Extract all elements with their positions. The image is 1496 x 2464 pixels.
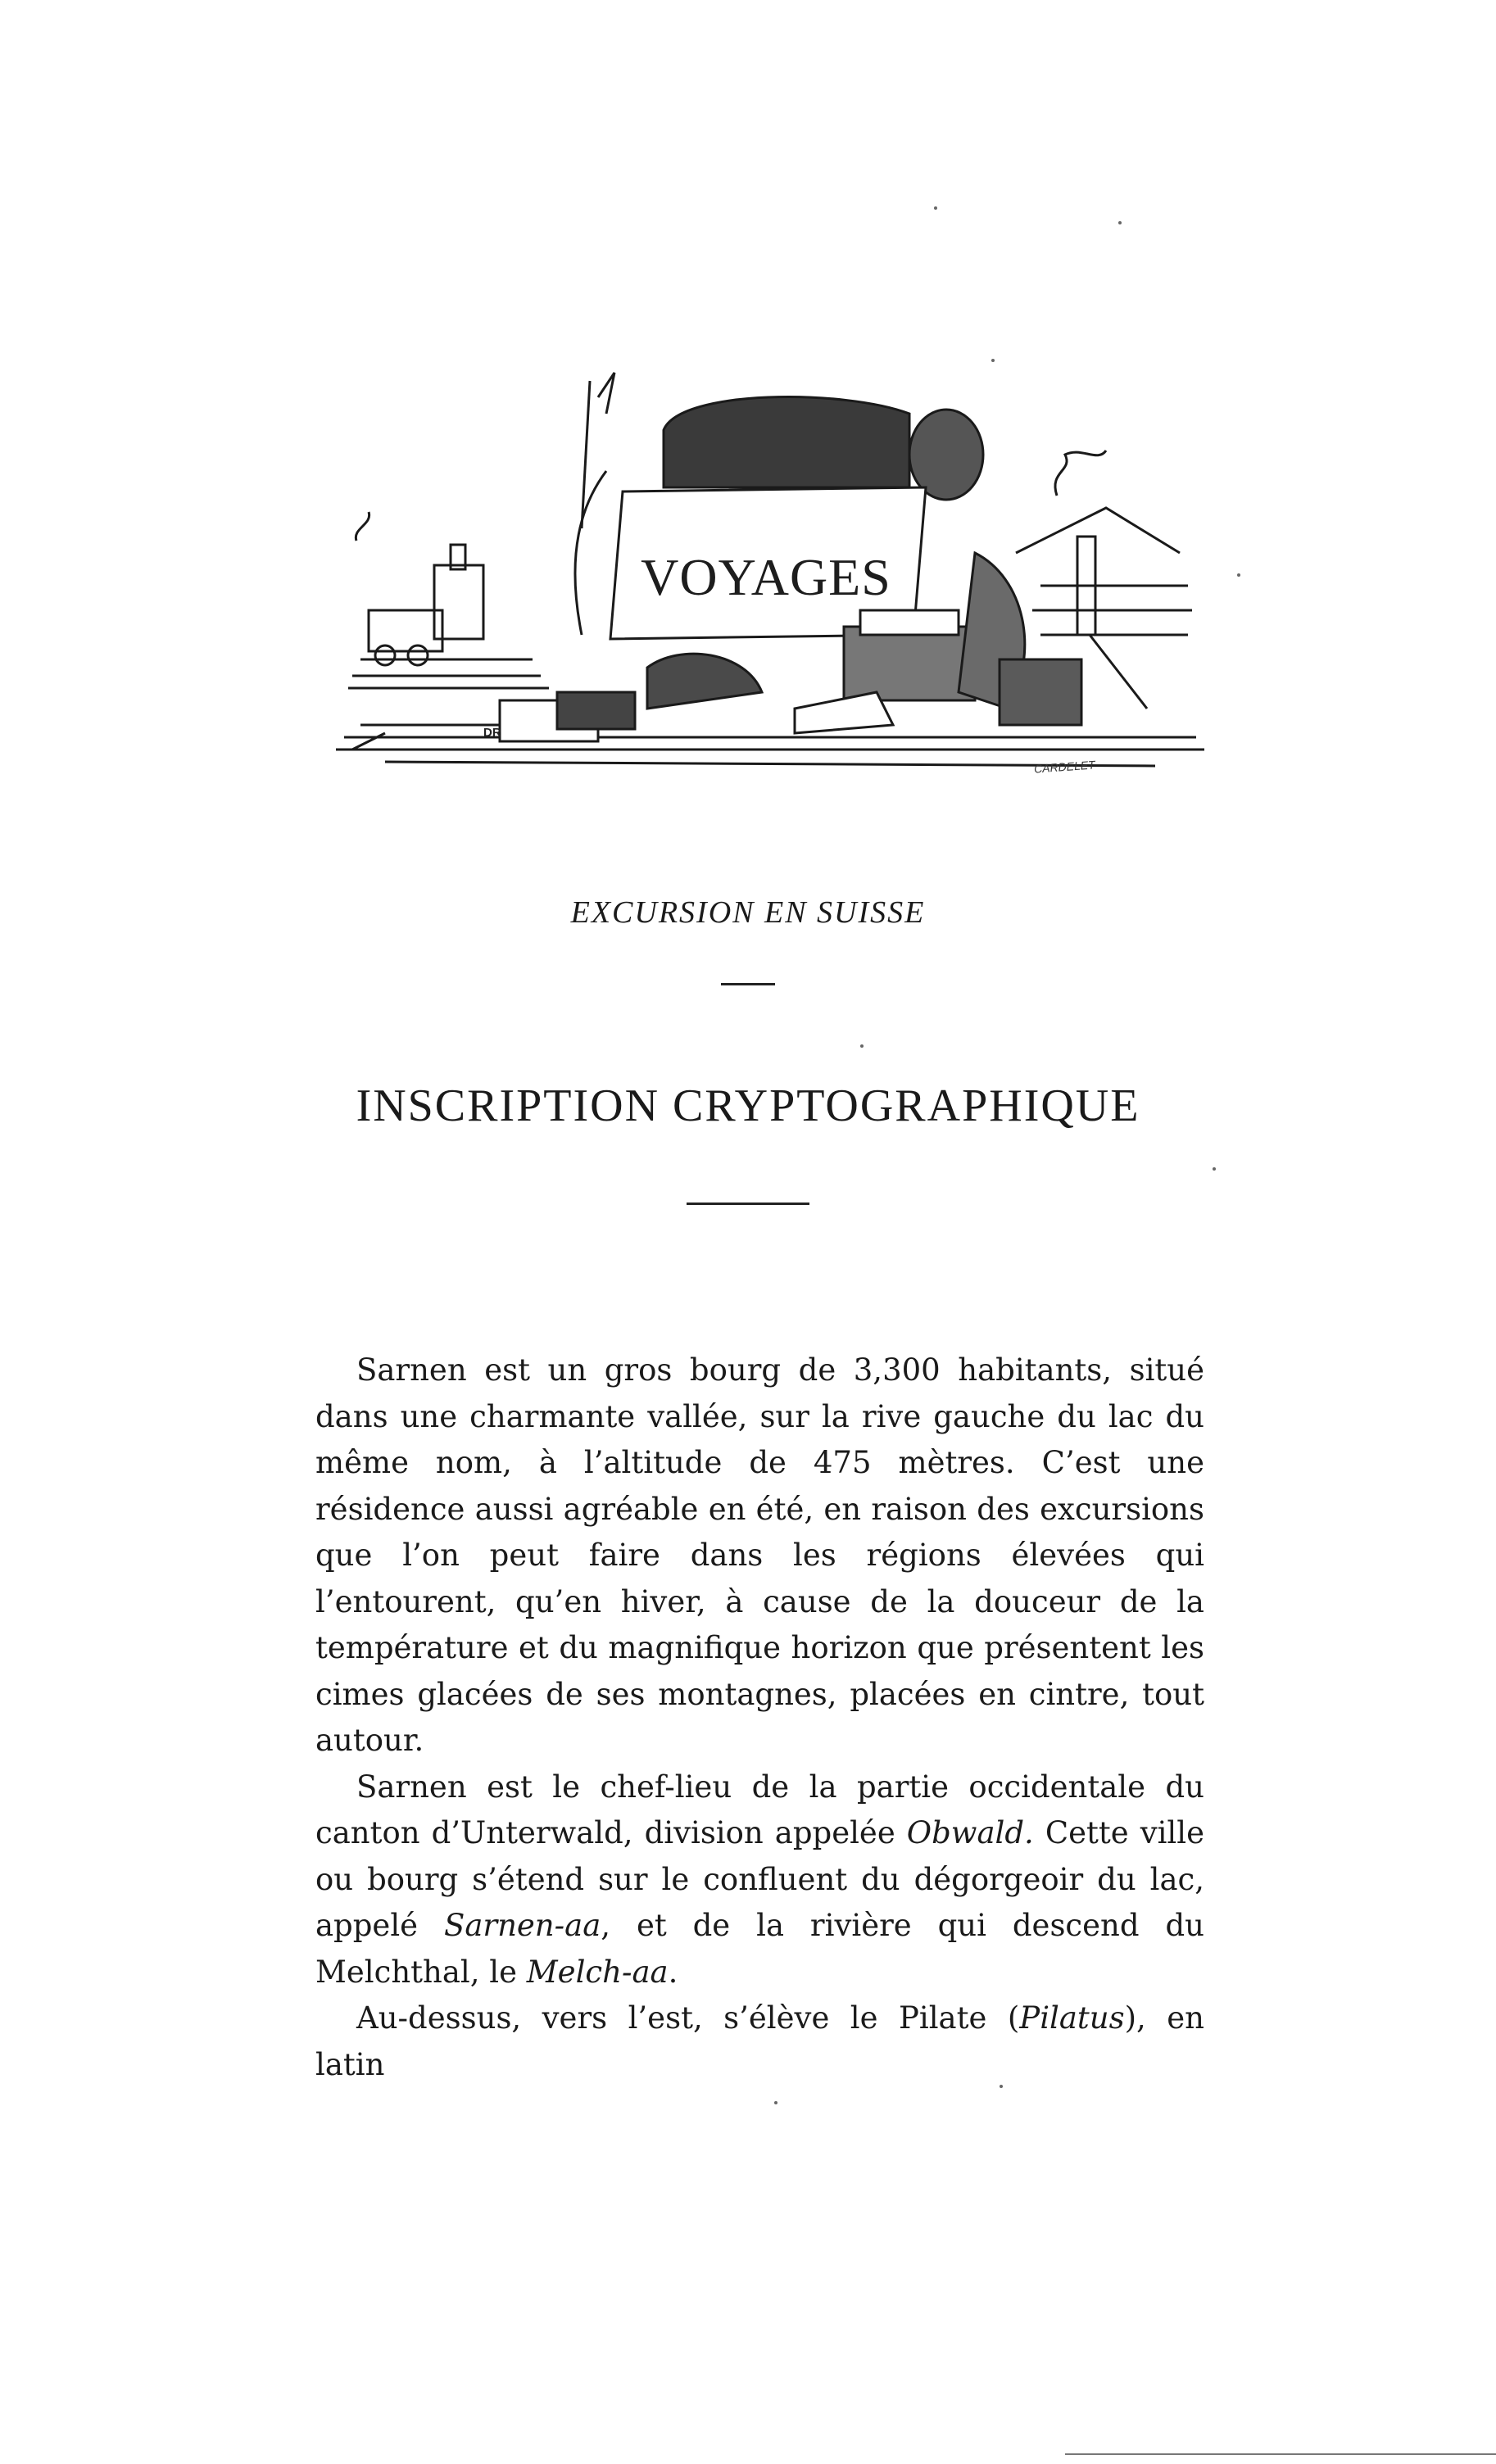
paragraph-2-text-d: . xyxy=(668,1954,678,1990)
body-text xyxy=(315,1348,1204,2088)
short-divider xyxy=(721,983,775,985)
paragraph-2-text-b: Cette ville ou bourg s’étend sur le confluent du dégorgeoir du lac, appelé xyxy=(315,1815,1204,1943)
term-pilatus: Pilatus xyxy=(1019,2000,1125,2036)
scan-speck xyxy=(1000,2085,1003,2088)
paragraph-3 xyxy=(315,1995,1204,2088)
scan-speck xyxy=(774,2101,777,2104)
paragraph-2-text-a: Sarnen est le chef-lieu de la partie occidentale du canton d’Unterwald, division appelée xyxy=(315,1769,1204,1850)
scan-speck xyxy=(860,1044,864,1048)
engraver-signature: CARDELET xyxy=(1033,758,1096,776)
paragraph-2-text-c: , et de la rivière qui descend du Melchthal, le xyxy=(315,1908,1204,1990)
scan-speck xyxy=(934,206,937,210)
heading-divider xyxy=(687,1203,809,1205)
paragraph-1: Sarnen est un gros bourg de 3,300 habitants, situé dans une charmante vallée, sur la rive gauche du lac du même nom, à l’altitude de 475 mètres. C’est une résidence aussi agréable en été, en raison des excursions que l’on peut faire dans les régions élevées qui l’entourent, qu’en hiver, à cause de la douceur de la température et du magnifique horizon que présentent les cimes glacées de ses montagnes, placées en cintre, tout autour. xyxy=(315,1352,1204,1758)
vignette-title: VOYAGES xyxy=(641,548,891,606)
paragraph-2 xyxy=(315,1764,1204,1996)
paragraph-3-text-a: Au-dessus, vers l’est, s’élève le Pilate ( xyxy=(356,2000,1020,2036)
term-melch-aa: Melch-aa xyxy=(526,1954,669,1990)
scan-speck xyxy=(991,359,995,362)
section-heading: INSCRIPTION CRYPTOGRAPHIQUE xyxy=(356,1080,1140,1131)
crate-label: DR xyxy=(483,726,501,740)
scan-speck xyxy=(1237,573,1240,577)
bottom-edge-line xyxy=(1065,2453,1496,2455)
scan-speck xyxy=(1213,1167,1216,1171)
paragraph-3-text-b: ), en latin xyxy=(315,2000,1204,2082)
term-obwald: Obwald. xyxy=(906,1815,1034,1850)
term-sarnen-aa: Sarnen-aa xyxy=(443,1908,601,1943)
scan-speck xyxy=(1118,221,1122,224)
section-subtitle: EXCURSION EN SUISSE xyxy=(570,895,926,930)
